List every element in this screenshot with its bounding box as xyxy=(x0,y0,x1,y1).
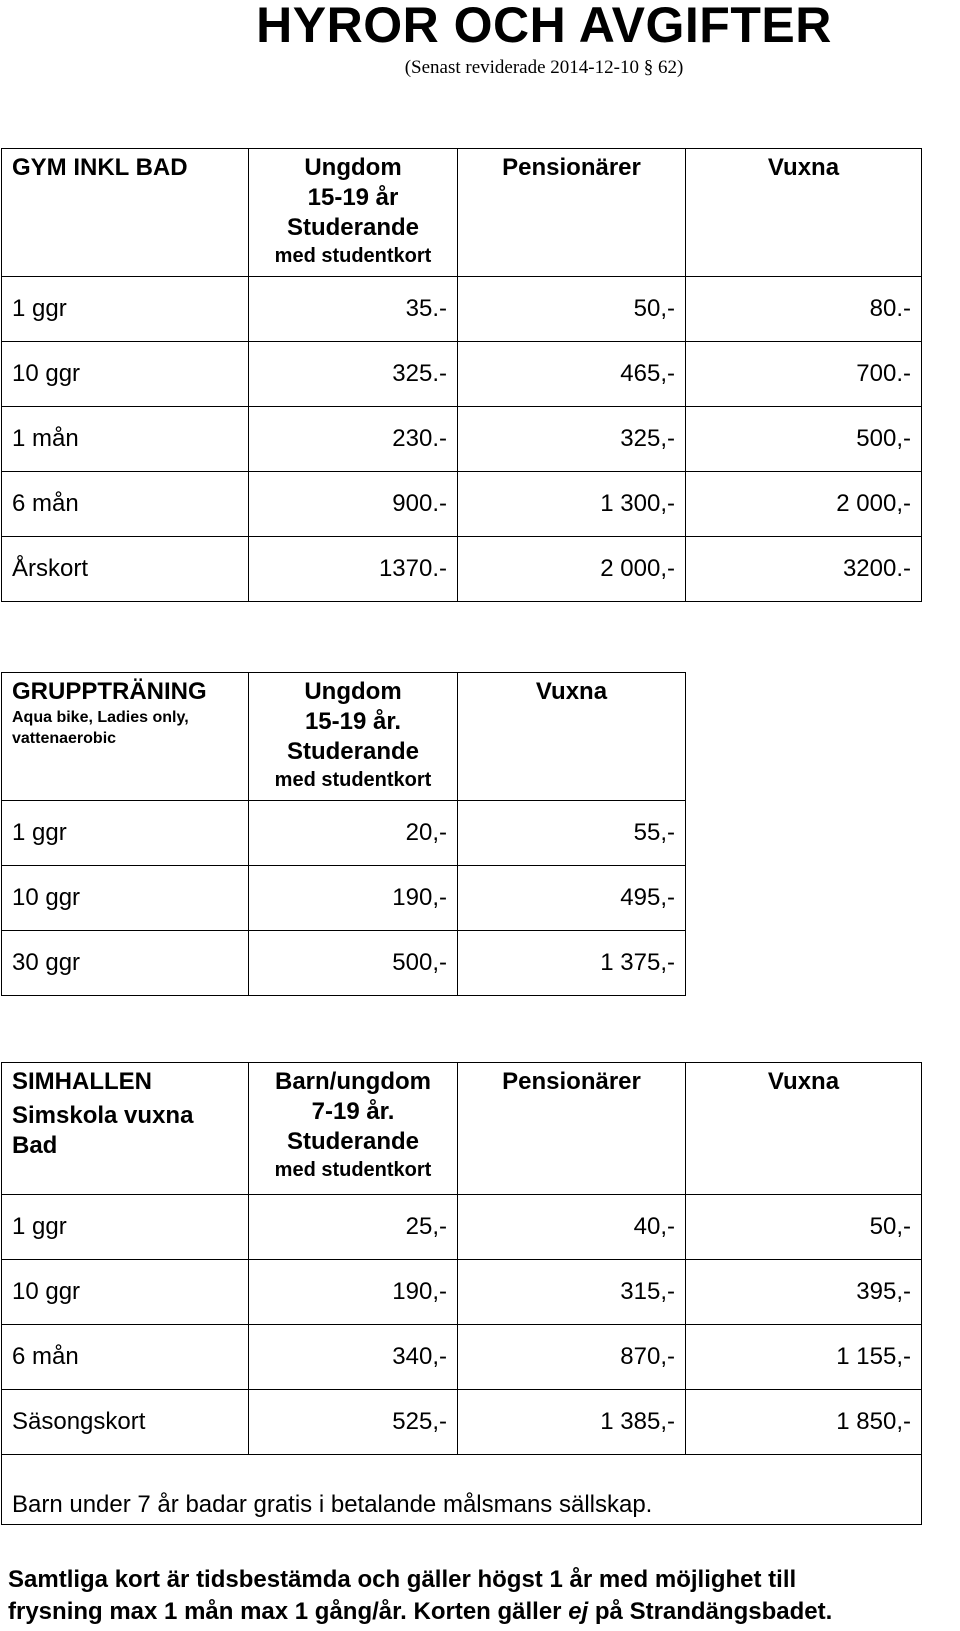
table-row xyxy=(2,931,686,996)
price-cell: 315,- xyxy=(458,1260,686,1325)
footer-line-2: frysning max 1 mån max 1 gång/år. Korten gäller ej på Strandängsbadet. xyxy=(8,1598,833,1625)
row-label: 6 mån xyxy=(2,472,249,537)
price-cell: 1 385,- xyxy=(458,1390,686,1455)
group-section-title: GRUPPTRÄNING Aqua bike, Ladies only, vattenaerobic xyxy=(2,673,249,801)
price-cell: 190,- xyxy=(249,866,458,931)
price-cell: 1 850,- xyxy=(686,1390,922,1455)
row-label: 6 mån xyxy=(2,1325,249,1390)
table-row xyxy=(2,801,686,866)
price-cell: 50,- xyxy=(458,277,686,342)
children-free-note: Barn under 7 år badar gratis i betalande målsmans sällskap. xyxy=(2,1455,922,1525)
table-row xyxy=(2,342,922,407)
price-cell: 35.- xyxy=(249,277,458,342)
price-cell: 340,- xyxy=(249,1325,458,1390)
table-row xyxy=(2,866,686,931)
price-cell: 500,- xyxy=(686,407,922,472)
swim-col-youth-header: Barn/ungdom 7-19 år. Studerande med studentkort xyxy=(249,1063,458,1195)
price-cell: 900.- xyxy=(249,472,458,537)
price-cell: 1 375,- xyxy=(458,931,686,996)
price-cell: 2 000,- xyxy=(458,537,686,602)
group-col-youth-header: Ungdom 15-19 år. Studerande med studentkort xyxy=(249,673,458,801)
price-cell: 40,- xyxy=(458,1195,686,1260)
swim-price-table xyxy=(1,1062,922,1525)
validity-footer-note xyxy=(8,1564,958,1628)
price-cell: 80.- xyxy=(686,277,922,342)
table-row xyxy=(2,277,922,342)
price-cell: 230.- xyxy=(249,407,458,472)
revision-note: (Senast reviderade 2014-12-10 § 62) xyxy=(404,57,684,78)
price-cell: 495,- xyxy=(458,866,686,931)
price-cell: 1370.- xyxy=(249,537,458,602)
gym-section-title: GYM INKL BAD xyxy=(2,149,249,277)
row-label: 1 mån xyxy=(2,407,249,472)
gym-price-table xyxy=(1,148,922,602)
footer-line-1: Samtliga kort är tidsbestämda och gäller högst 1 år med möjlighet till xyxy=(8,1566,797,1593)
price-cell: 1 155,- xyxy=(686,1325,922,1390)
row-label: 1 ggr xyxy=(2,801,249,866)
price-cell: 20,- xyxy=(249,801,458,866)
price-cell: 870,- xyxy=(458,1325,686,1390)
row-label: 10 ggr xyxy=(2,1260,249,1325)
price-cell: 525,- xyxy=(249,1390,458,1455)
group-training-price-table xyxy=(1,672,686,996)
table-row xyxy=(2,472,922,537)
row-label: 10 ggr xyxy=(2,342,249,407)
price-cell: 465,- xyxy=(458,342,686,407)
table-row xyxy=(2,407,922,472)
price-cell: 700.- xyxy=(686,342,922,407)
price-cell: 325,- xyxy=(458,407,686,472)
table-row xyxy=(2,1195,922,1260)
table-row xyxy=(2,1325,922,1390)
price-cell: 1 300,- xyxy=(458,472,686,537)
gym-col-adult-header: Vuxna xyxy=(686,149,922,277)
price-cell: 55,- xyxy=(458,801,686,866)
swim-col-pensioner-header: Pensionärer xyxy=(458,1063,686,1195)
price-cell: 190,- xyxy=(249,1260,458,1325)
table-row xyxy=(2,1390,922,1455)
price-cell: 500,- xyxy=(249,931,458,996)
swim-section-title: SIMHALLEN Simskola vuxna Bad xyxy=(2,1063,249,1195)
swim-col-adult-header: Vuxna xyxy=(686,1063,922,1195)
row-label: 1 ggr xyxy=(2,1195,249,1260)
price-cell: 50,- xyxy=(686,1195,922,1260)
price-cell: 25,- xyxy=(249,1195,458,1260)
row-label: 30 ggr xyxy=(2,931,249,996)
price-cell: 395,- xyxy=(686,1260,922,1325)
price-cell: 3200.- xyxy=(686,537,922,602)
table-row xyxy=(2,1260,922,1325)
page-title: HYROR OCH AVGIFTER xyxy=(256,0,832,53)
row-label: Säsongskort xyxy=(2,1390,249,1455)
gym-col-youth-header: Ungdom 15-19 år Studerande med studentkort xyxy=(249,149,458,277)
gym-col-pensioner-header: Pensionärer xyxy=(458,149,686,277)
row-label: 1 ggr xyxy=(2,277,249,342)
price-cell: 2 000,- xyxy=(686,472,922,537)
row-label: 10 ggr xyxy=(2,866,249,931)
price-cell: 325.- xyxy=(249,342,458,407)
table-row xyxy=(2,537,922,602)
group-col-adult-header: Vuxna xyxy=(458,673,686,801)
row-label: Årskort xyxy=(2,537,249,602)
